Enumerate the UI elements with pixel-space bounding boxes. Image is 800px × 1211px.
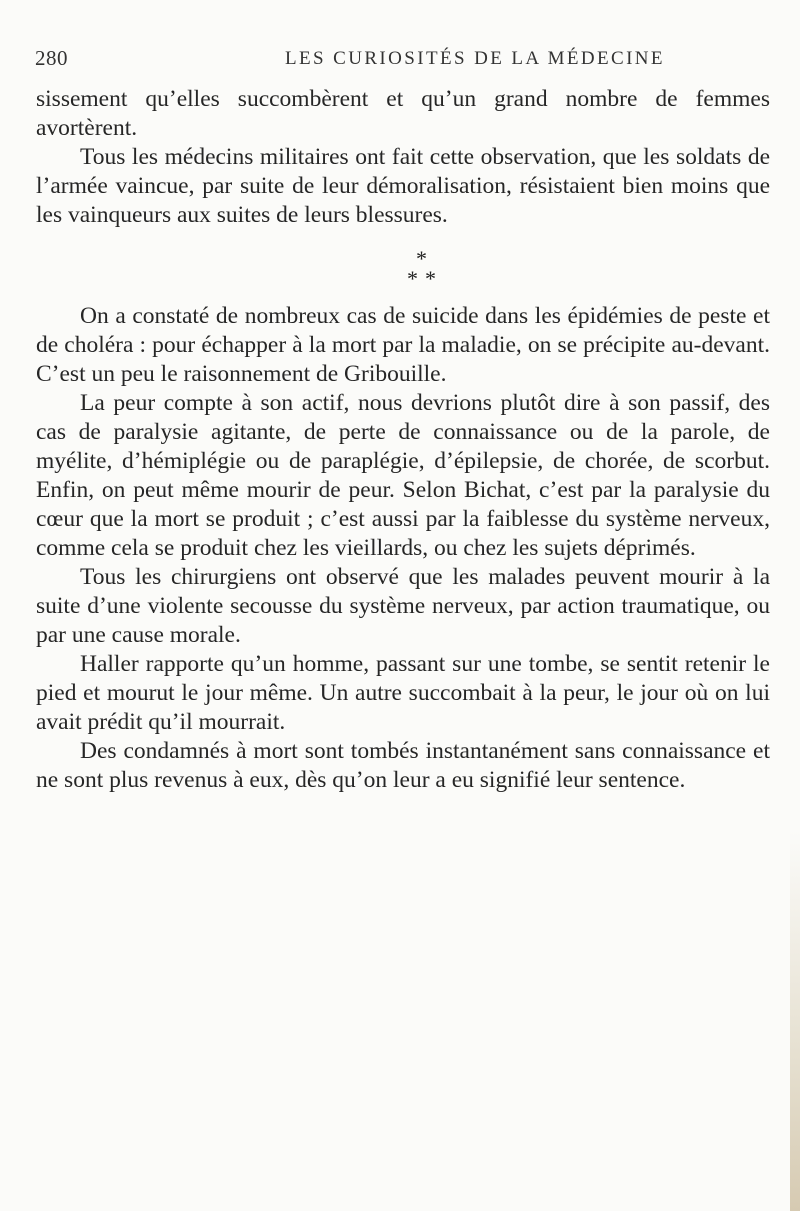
paragraph-suicide-epidemics: On a constaté de nombreux cas de suicide dans les épidémies de peste et de choléra : pour échapper à la mort par la maladie, on se précipite au-devant. C’est un peu le raisonnement de Gribouille. bbox=[36, 303, 770, 387]
asterism-star-right: * bbox=[425, 266, 436, 291]
paragraph-haller: Haller rapporte qu’un homme, passant sur une tombe, se sentit retenir le pied et mourut le jour même. Un autre succombait à la peur, le jour où on lui avait prédit qu’il mourrait. bbox=[36, 651, 770, 735]
paragraph-surgeons: Tous les chirurgiens ont observé que les malades peuvent mourir à la suite d’une violente secousse du système nerveux, par action traumatique, ou par une cause morale. bbox=[36, 564, 770, 648]
body-text bbox=[36, 85, 770, 795]
paragraph-military-doctors: Tous les médecins militaires ont fait cette observation, que les soldats de l’armée vaincue, par suite de leur démoralisation, résistaient bien moins que les vainqueurs aux suites de leurs blessures. bbox=[36, 144, 770, 228]
asterism-star-top: * bbox=[416, 246, 427, 271]
page-edge-stain bbox=[790, 831, 800, 1211]
page-header bbox=[0, 46, 800, 76]
paragraph-fear-effects: La peur compte à son actif, nous devrions plutôt dire à son passif, des cas de paralysie agitante, de perte de connaissance ou de la parole, de myélite, d’hémiplégie ou de paraplégie, d’épilepsie, de chorée, de scorbut. Enfin, on peut même mourir de peur. Selon Bichat, c’est par la paralysie du cœur que la mort se produit ; c’est aussi par la faiblesse du système nerveux, comme cela se produit chez les vieillards, ou chez les sujets déprimés. bbox=[36, 390, 770, 561]
page-number: 280 bbox=[35, 46, 68, 70]
running-title: LES CURIOSITÉS DE LA MÉDECINE bbox=[285, 48, 665, 69]
paragraph-condemned: Des condamnés à mort sont tombés instantanément sans connaissance et ne sont plus revenus à eux, dès qu’on leur a eu signifié leur sentence. bbox=[36, 738, 770, 793]
paragraph-continuation: sissement qu’elles succombèrent et qu’un grand nombre de femmes avortèrent. bbox=[36, 86, 770, 141]
section-break-asterism bbox=[36, 240, 770, 296]
asterism-star-left: * bbox=[407, 266, 418, 291]
